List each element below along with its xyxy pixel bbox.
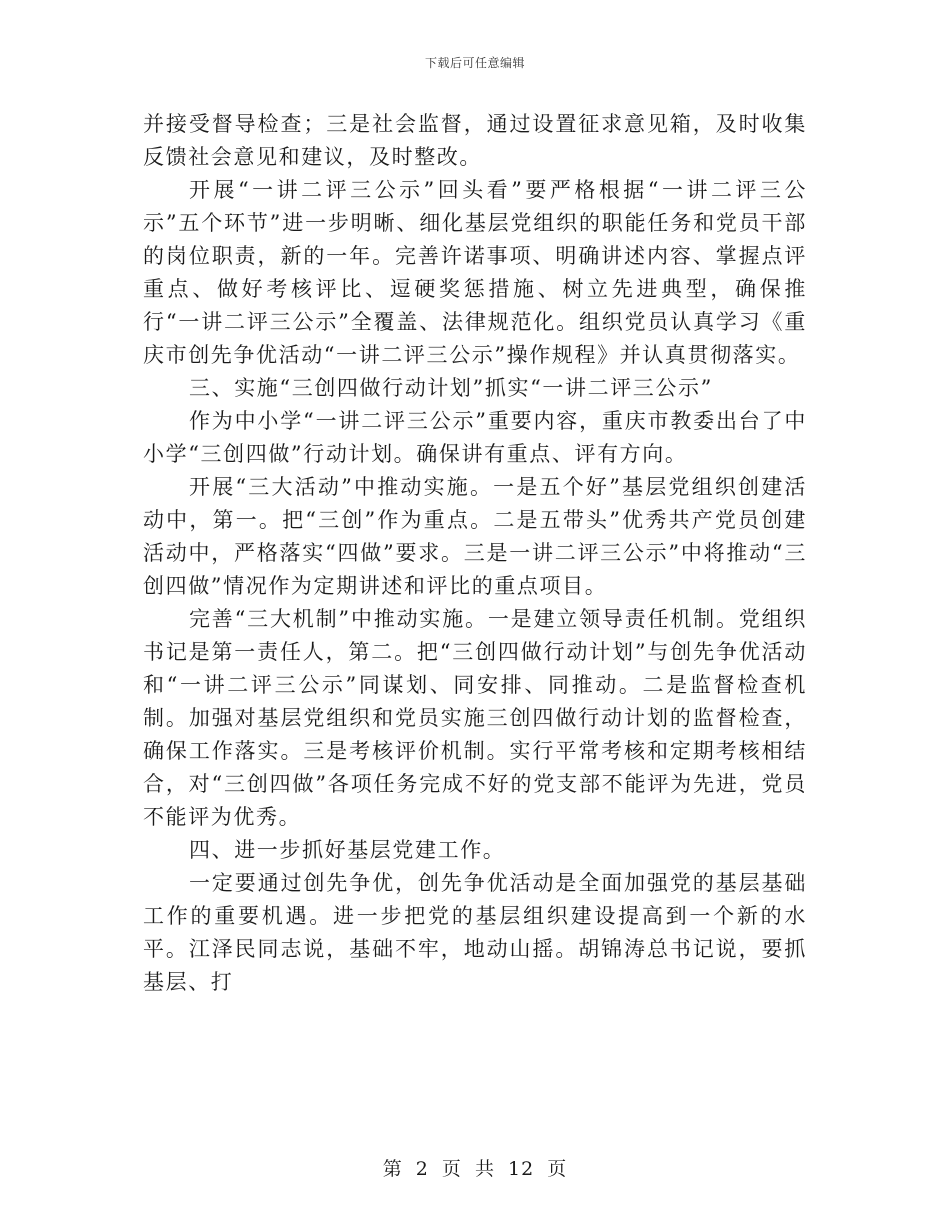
document-body bbox=[143, 108, 807, 999]
paragraph: 完善“三大机制”中推动实施。一是建立领导责任机制。党组织书记是第一责任人，第二。把“三创四做行动计划”与创先争优活动和“一讲二评三公示”同谋划、同安排、同推动。二是监督检查机制。加强对基层党组织和党员实施三创四做行动计划的监督检查，确保工作落实。三是考核评价机制。实行平常考核和定期考核相结合，对“三创四做”各项任务完成不好的党支部不能评为先进，党员不能评为优秀。 bbox=[143, 607, 807, 829]
paragraph: 并接受督导检查；三是社会监督，通过设置征求意见箱，及时收集反馈社会意见和建议，及时整改。 bbox=[143, 112, 807, 169]
section-heading: 三、实施“三创四做行动计划”抓实“一讲二评三公示” bbox=[189, 376, 713, 400]
paragraph: 作为中小学“一讲二评三公示”重要内容，重庆市教委出台了中小学“三创四做”行动计划。确保讲有重点、评有方向。 bbox=[143, 409, 807, 466]
paragraph: 开展“一讲二评三公示”回头看”要严格根据“一讲二评三公示”五个环节”进一步明晰、细化基层党组织的职能任务和党员干部的岗位职责，新的一年。完善许诺事项、明确讲述内容、掌握点评重点、做好考核评比、逗硬奖惩措施、树立先进典型，确保推行“一讲二评三公示”全覆盖、法律规范化。组织党员认真学习《重庆市创先争优活动“一讲二评三公示”操作规程》并认真贯彻落实。 bbox=[143, 178, 807, 367]
paragraph: 一定要通过创先争优，创先争优活动是全面加强党的基层基础工作的重要机遇。进一步把党的基层组织建设提高到一个新的水平。江泽民同志说，基础不牢，地动山摇。胡锦涛总书记说，要抓基层、打 bbox=[143, 871, 807, 994]
page-header: 下载后可任意编辑 bbox=[424, 56, 525, 70]
paragraph: 开展“三大活动”中推动实施。一是五个好”基层党组织创建活动中，第一。把“三创”作为重点。二是五带头”优秀共产党员创建活动中，严格落实“四做”要求。三是一讲二评三公示”中将推动“三创四做”情况作为定期讲述和评比的重点项目。 bbox=[143, 475, 807, 598]
page-number: 第 2 页 共 12 页 bbox=[382, 1158, 568, 1180]
section-heading: 四、进一步抓好基层党建工作。 bbox=[189, 838, 506, 862]
